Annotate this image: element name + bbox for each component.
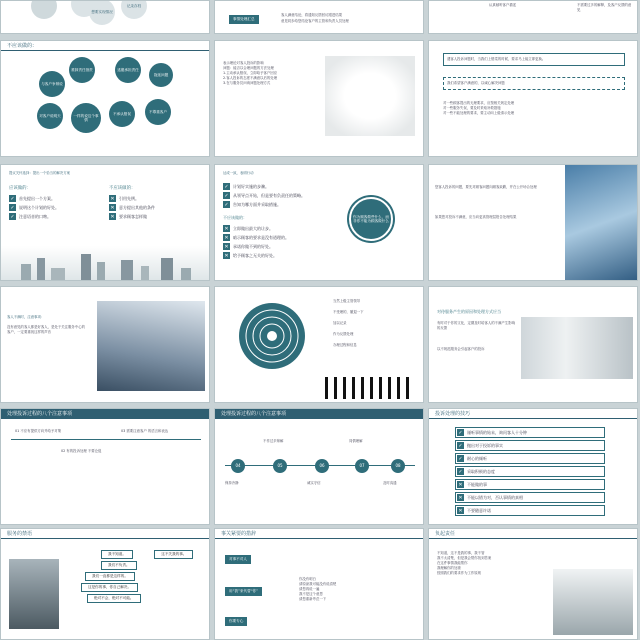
item-list: 你没有明白 请原谅我可能没有说清楚 请您再说一遍 我不是这个意思 请您重新考虑一下 [299, 577, 337, 601]
tag-item: 你要专心 [225, 617, 247, 626]
slide-r1-2[interactable] [214, 40, 424, 157]
slide-title: 事关紧要的措辞 [215, 529, 423, 539]
check-icon: ✓ [458, 442, 463, 449]
slide-title: 对待服务产生的原因和处理方式应当 [437, 309, 501, 314]
slide-title: 不应该做的： [1, 41, 209, 51]
slide-r4-3[interactable] [428, 408, 638, 525]
cross-icon: ✕ [224, 225, 229, 232]
text-line: 认真倾听客户描述 [489, 3, 517, 7]
slide-title: 负起责任 [429, 529, 637, 539]
cream-image [325, 56, 415, 136]
item-list: 不知道，这不是我的事，我不管 我不太清楚，但是我会帮你找到答案 在这件事情我能帮你 我理解你的处境 按照我们的要求作为工作原则 [437, 551, 492, 575]
circle-item: 一样的说这个事情 [71, 103, 101, 133]
slide-r0-1[interactable] [0, 0, 210, 34]
slide-r2-3[interactable] [428, 164, 638, 281]
slide-r1-1[interactable] [0, 40, 210, 157]
tag-summary: 事情处理汇总 [229, 15, 259, 24]
circle-bubble: 想要实现情况 [89, 0, 115, 25]
cross-icon: ✕ [458, 481, 463, 488]
step-label: 保持冷静 [225, 481, 239, 485]
cross-icon: ✕ [110, 195, 115, 202]
slide-r4-1[interactable] [0, 408, 210, 525]
text-box: 遇客人投诉问题时，当我们上错菜的时候，要求马上能立即更换。 [443, 53, 625, 66]
target-icon [237, 301, 307, 371]
slide-r2-1[interactable] [0, 164, 210, 281]
text-block: 表示理论对客人投诉的影响 问题：能否以合理问题的方法处理 1.主动承认错误，立即给予客户回应 2.客人投诉的态度不满意以后的处理 3.在与服务员问询问题处理方式 [223, 61, 278, 85]
slide-r5-1[interactable] [0, 528, 210, 640]
tower-image [97, 301, 205, 391]
note-item: 01 不应有提供方向并给予对策 [15, 429, 62, 433]
crowd-silhouette [325, 377, 415, 399]
cross-icon: ✕ [110, 204, 115, 211]
circle-bubble [31, 0, 57, 19]
city-skyline-image [1, 246, 210, 280]
slide-r3-3[interactable] [428, 286, 638, 403]
text-line: 意见同步给您结论客户的主管和负责人员处理 [281, 19, 349, 23]
step-07: 07 [355, 459, 369, 473]
text-block: 有时对于你的文化，定期及时给客人的不满产生影响的反馈 [437, 321, 515, 330]
text-line: 不需要过多的解释，及客户反馈的意见 [577, 3, 632, 12]
slide-r1-3[interactable] [428, 40, 638, 157]
slide-r0-3[interactable] [428, 0, 638, 34]
slide-title: 处理投诉过程的八个注意事项 [1, 409, 209, 419]
timeline [11, 439, 201, 440]
check-icon: ✓ [224, 183, 229, 190]
circle-item: 不承认错误 [109, 101, 135, 127]
step-label: 同情理解 [349, 439, 363, 443]
check-icon: ✓ [458, 429, 463, 436]
slide-r5-2[interactable] [214, 528, 424, 640]
building-image [565, 165, 638, 281]
step-label: 及时沟通 [383, 481, 397, 485]
text-line: 客人满意结论，将通知反馈回访跟进结果 [281, 13, 343, 17]
ok-list: ✓ 首先提出一个方案。 ✓ 说明这个计划的好处。 ✓ 注意语音的口吻。 [10, 195, 59, 220]
tips-list: ✓ 谨听事情的始末，询问客人十分钟 ✓ 抛出对于投诉的事实 ✓ 耐心的倾听 ✓ 采取积极的态度 ✕ 不能做的事 ✕ 不能以错为对，否认事情的真相 ✕ 不要随意许诺 [455, 425, 605, 518]
slide-title: 投诉处理的技巧 [429, 409, 637, 419]
check-icon: ✓ [224, 201, 229, 208]
text-block: 以不规范服务会引起客户的投诉 [437, 347, 485, 351]
slide-r3-1[interactable] [0, 286, 210, 403]
should-heading: 应该做的： [9, 186, 31, 191]
step-label: 不作过多辩解 [263, 439, 284, 443]
slide-r4-2[interactable] [214, 408, 424, 525]
cross-icon: ✕ [458, 507, 463, 514]
speaker-image [9, 559, 59, 629]
step-05: 05 [273, 459, 287, 473]
shouldnot-heading: 不应该做的： [109, 186, 136, 191]
target-labels: 当然上级主管领导 不受理的，撤退一下 加以记录 作为反馈处理 办理过程和信息 [333, 299, 364, 347]
slide-r5-3[interactable] [428, 528, 638, 640]
no-list: ✕ 引用先例。 ✕ 意方提出其他的条件 ✕ 要求顾客怎样做 [110, 195, 155, 220]
check-icon: ✓ [458, 468, 463, 475]
bullet-list: 对一些顾客提出的无理要求，应按相关规定处理 对一些服务失误，要及时采取补救措施 对一些不能处理的要求，要主动向上级请示处理 [443, 101, 515, 115]
handshake-image [521, 317, 633, 379]
step-06: 06 [315, 459, 329, 473]
meeting-image [553, 569, 633, 635]
check-icon: ✓ [458, 455, 463, 462]
step-label: 诚实守信 [307, 481, 321, 485]
slide-r3-2[interactable] [214, 286, 424, 403]
no-list: ✕ 立即做出最大的让步。 ✕ 暗示顾客的要求是没有道理的。 ✕ 承诺你做不到的好处。 ✕ 给予顾客之无关的好处。 [224, 225, 289, 259]
ok-list: ✓ 计划好实施的步骤。 ✓ 从领导点开始，但是要有负责任的策略。 ✓ 告知为哪方面并采取措施。 [224, 183, 305, 208]
text-box: 我们希望客户满意的，以诚心解决问题 [443, 77, 625, 90]
check-icon: ✓ [10, 204, 15, 211]
slide-title: 处理投诉过程的八个注意事项 [215, 409, 423, 419]
text-block: 如果您对投诉不满意，应当向更高管理层报告处理结果 [435, 215, 517, 219]
step-08: 08 [391, 459, 405, 473]
note-item: 02 有的投诉处理 不要仓促 [61, 449, 102, 453]
cross-icon: ✕ [110, 213, 115, 220]
cross-icon: ✕ [224, 234, 229, 241]
circle-item: 与客户争辩说 [39, 71, 65, 97]
circle-item: 推卸责任指责 [69, 57, 95, 83]
cross-icon: ✕ [458, 494, 463, 501]
phrase-list: 我不知道。 这不关我的事。 我们不负责。 我们一直都是这样的。 这是你的事，你自己解决。 绝对不会，绝对不可能。 [71, 549, 201, 604]
circle-bubble: 记录存档 [121, 0, 147, 19]
step-04: 04 [231, 459, 245, 473]
note-item: 03 需要注意客户 的语言和表达 [121, 429, 169, 433]
slide-r2-2[interactable] [214, 164, 424, 281]
slide-r0-2[interactable] [214, 0, 424, 34]
cross-icon: ✕ [224, 252, 229, 259]
circle-item: 对客户说明天 [37, 103, 63, 129]
tag-item: 用“我”来代替“你” [225, 587, 262, 596]
slide-title: 达成一致，表明行动 [223, 171, 254, 175]
tag-item: 对事不对人 [225, 555, 251, 564]
text-block: 您客人投诉的问题，要先对顾客问题向顾客致歉，并在公开场合处理 [435, 185, 537, 189]
text-heading: 客人不满时，注意事项： [7, 315, 45, 319]
slide-title: 提议关怀选择：提出一个恰当的解决方案 [9, 171, 71, 175]
circle-item: 逃避承担责任 [115, 57, 141, 83]
notdo-heading: 不应该做的： [223, 215, 247, 220]
check-icon: ✓ [224, 192, 229, 199]
badge-circle: 你为顾客做些什么，而非你不能为顾客做什么 [349, 197, 393, 241]
text-block: 没有意见的客人都是好客人，是处于关注服务中心的客户，一定要重视这样的声音 [7, 325, 85, 334]
check-icon: ✓ [10, 213, 15, 220]
cross-icon: ✕ [224, 243, 229, 250]
circle-item: 拖延问题 [149, 63, 173, 87]
circle-item: 不尊重客户 [145, 99, 171, 125]
check-icon: ✓ [10, 195, 15, 202]
slide-title: 服务的禁语 [1, 529, 209, 539]
